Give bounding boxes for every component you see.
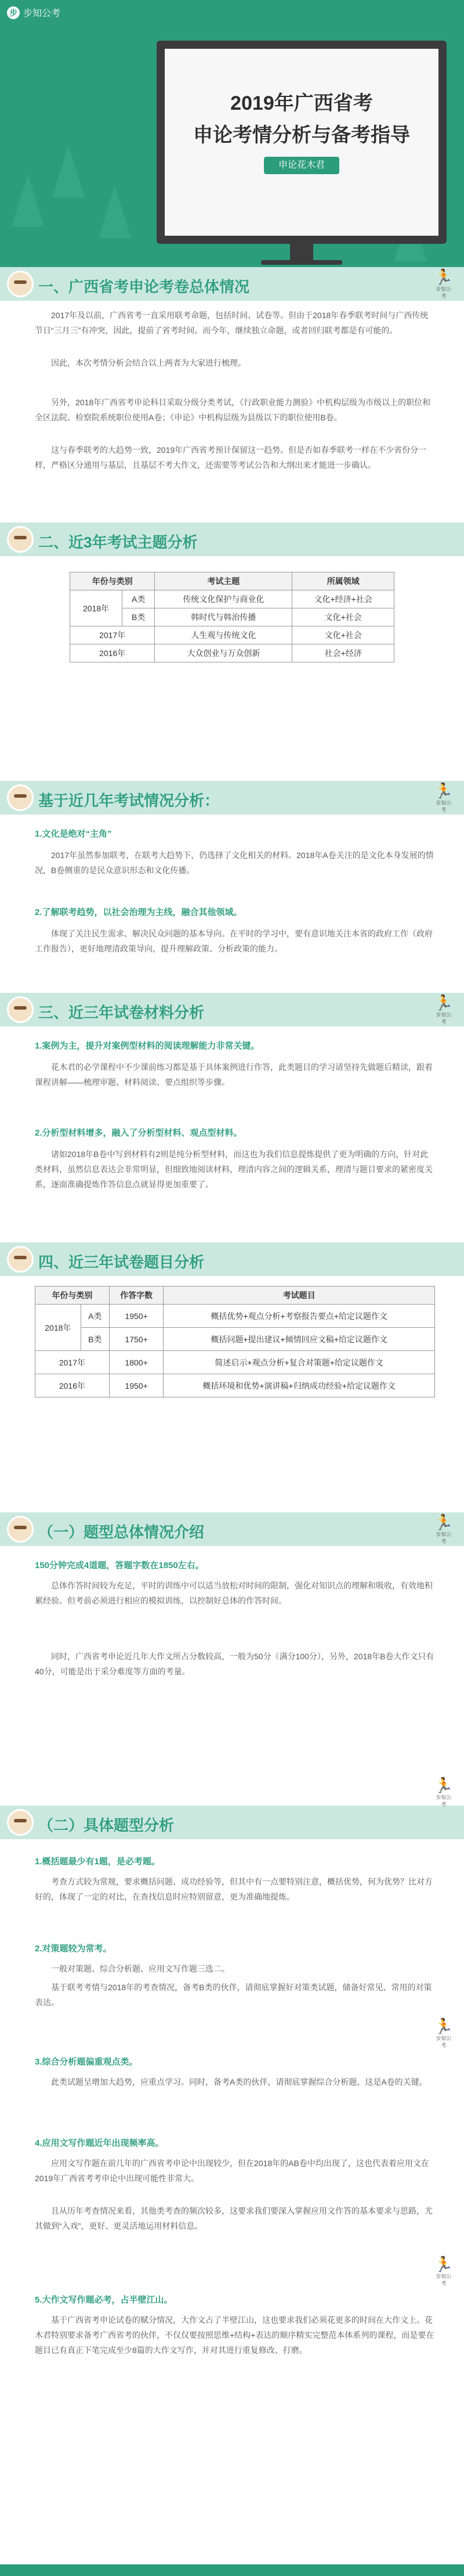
subheading: 2.分析型材料增多，融入了分析型材料、观点型材料。 (35, 1128, 242, 1138)
paragraph: 一般对策题、综合分析题、应用文写作题三选二。 (51, 1964, 230, 1973)
brand-logo-icon: 步 (7, 6, 20, 19)
paragraph: 总体作答时间较为充足，平时的训练中可以适当放松对时间的限制，强化对知识点的理解和吸收，有效地积累经验。但考前必须进行相应的模拟训练，以控制好总体的作答时间。 (35, 1581, 433, 1605)
brand-bar (7, 6, 60, 19)
table-row (35, 1351, 435, 1374)
paragraph: 应用文写作题在前几年的广西省考申论中出现较少，但在2018年的AB卷中均出现了，这也代表着应用文在2019年广西省考考申论中出现可能性非常大。 (35, 2159, 429, 2183)
table-cell: 2018年 (70, 590, 122, 626)
table-cell: 2016年 (35, 1374, 110, 1397)
paragraph: 2017年及以前，广西省考一直采用联考命题，包括时间、试卷等。但由于2018年春季联考时间与广西传统节日“三月三”有冲突，因此，提前了省考时间。而今年，继续独立命题，或者回归联考都是有可能的。 (35, 311, 429, 335)
tree-decoration (12, 174, 44, 226)
tree-decoration (99, 186, 131, 238)
section-header-topics (0, 523, 464, 556)
avatar (7, 996, 34, 1023)
section-title: 三、近三年试卷材料分析 (38, 1004, 205, 1021)
runner-icon: 🏃 步知公考 (434, 2256, 454, 2286)
table-row (70, 590, 394, 608)
table-header: 考试主题 (155, 572, 292, 590)
section-title: （二）具体题型分析 (38, 1817, 175, 1834)
table-cell: 文化+社会 (292, 626, 394, 644)
avatar (7, 1516, 34, 1543)
avatar (7, 526, 34, 553)
footer-strip (0, 2564, 464, 2576)
subheading: 5.大作文写作题必考，占半壁江山。 (35, 2295, 173, 2305)
table-header-row (35, 1287, 435, 1305)
runner-icon: 🏃 步知公考 (434, 1777, 454, 1807)
paragraph: 花木君的必学课程中不少课前练习都是基于具体案例进行作答，此类题目的学习请坚持先做题后精读，跟着课程讲解——梳理审题、材料阅读、要点组织等步骤。 (35, 1062, 433, 1087)
table-cell: 文化+社会 (292, 608, 394, 626)
paragraph: 另外，2018年广西省考申论科目采取分级分类考试，《行政职业能力测验》中机构层级为市级以上的职位和全区法院、检察院系统职位使用A卷；《申论》中机构层级为县级以下的职位使用B卷。 (35, 398, 431, 422)
table-cell: 1950+ (109, 1305, 163, 1328)
table-cell: 文化+经济+社会 (292, 590, 394, 608)
table-cell: 人生观与传统文化 (155, 626, 292, 644)
hero-author-badge: 申论花木君 (264, 157, 339, 174)
table-cell: 2017年 (70, 626, 155, 644)
table-cell: 1950+ (109, 1374, 163, 1397)
table-cell: 大众创业与万众创新 (155, 644, 292, 662)
paragraph: 基于联考考情与2018年的考查情况，备考B类的伙伴，请彻底掌握好对策类试题，储备好常见、常用的对策表达。 (35, 1983, 432, 2007)
table-cell: 概括问题+提出建议+倾情回应文稿+给定议题作文 (164, 1328, 435, 1351)
table-header-row (70, 572, 394, 590)
runner-icon: 🏃 步知公考 (434, 268, 454, 299)
hero-banner (0, 0, 464, 290)
section-header-analysis (0, 781, 464, 815)
hero-title-line2: 申论考情分析与备考指导 (193, 124, 410, 146)
table-cell: A类 (81, 1305, 109, 1328)
paragraph: 因此，本次考情分析会结合以上两者为大家进行梳理。 (51, 358, 246, 368)
paragraph: 基于广西省考申论试卷的赋分情况，大作文占了半壁江山，这也要求我们必须花更多的时间在大作文上。花木君特别要求备考广西省考的伙伴，不仅仅要按照思维+结构+表达的顺序精实完整范本体系列的课程，而是要在题目已有真正下笔完成至少8篇的大作文写作，并对其进行重复修改、打磨。 (35, 2315, 434, 2355)
table-cell: 2017年 (35, 1351, 110, 1374)
table-row (35, 1328, 435, 1351)
avatar (7, 1809, 34, 1836)
runner-icon: 🏃 步知公考 (434, 1514, 454, 1544)
table-cell: 社会+经济 (292, 644, 394, 662)
billboard (157, 41, 447, 244)
table-row (70, 644, 394, 662)
section-header-questions (0, 1242, 464, 1276)
section-header-materials (0, 993, 464, 1026)
subheading: 1.文化是绝对“主角” (35, 829, 112, 839)
topics-table (70, 572, 394, 662)
runner-icon: 🏃 步知公考 (434, 782, 454, 813)
subheading: 1.案例为主，提升对案例型材料的阅读理解能力非常关键。 (35, 1041, 260, 1051)
runner-icon: 🏃 步知公考 (434, 994, 454, 1025)
avatar (7, 1246, 34, 1273)
table-row (35, 1305, 435, 1328)
runner-icon: 🏃 步知公考 (434, 2017, 454, 2048)
table-cell: 1800+ (109, 1351, 163, 1374)
table-cell: 2016年 (70, 644, 155, 662)
table-header: 考试题目 (164, 1287, 435, 1305)
table-cell: 概括优势+观点分析+考察报告要点+给定议题作文 (164, 1305, 435, 1328)
section-title: 一、广西省考申论考卷总体情况 (38, 278, 250, 296)
section-header-overview (0, 267, 464, 301)
paragraph: 体现了关注民生需求、解决民众问题的基本导向。在平时的学习中，要有意识地关注本省的政府工作（政府工作报告），更好地理清政策导向，提升理解政策、分析政策的能力。 (35, 929, 433, 953)
avatar (7, 271, 34, 297)
tree-decoration (52, 145, 85, 197)
paragraph: 此类试题呈增加大趋势，应重点学习。同时，备考A类的伙伴，请彻底掌握综合分析题，这是A卷的关键。 (51, 2077, 427, 2087)
paragraph: 同时，广西省考申论近几年大作文所占分数较高，一般为50分（满分100分），另外，2018年B卷大作文只有40分，可能是出于采分难度等方面的考量。 (35, 1652, 434, 1676)
table-cell: B类 (122, 608, 155, 626)
subheading: 2.对策题较为常考。 (35, 1944, 112, 1954)
subheading: 2.了解联考趋势，以社会治理为主线，融合其他领域。 (35, 907, 242, 917)
paragraph: 这与春季联考的大趋势一致，2019年广西省考预计保留这一趋势。但是否如春季联考一样在不少省份分一样，严格区分通用与基层，且基层不考大作文，还需要等考试公告和大纲出来才能进一步确认。 (35, 445, 427, 470)
section-header-specific-types (0, 1806, 464, 1839)
billboard-stand (290, 244, 313, 261)
billboard-base (261, 260, 342, 265)
avatar (7, 784, 34, 811)
table-header: 年份与类别 (35, 1287, 110, 1305)
table-row (35, 1374, 435, 1397)
table-cell: 概括环境和优势+演讲稿+归纳成功经验+给定议题作文 (164, 1374, 435, 1397)
table-cell: 韩时代与韩治传播 (155, 608, 292, 626)
section-title: 基于近几年考试情况分析： (38, 792, 220, 809)
table-header: 所属领域 (292, 572, 394, 590)
subheading: 1.概括题最少有1题，是必考题。 (35, 1857, 160, 1867)
subheading: 3.综合分析题偏重观点类。 (35, 2057, 138, 2067)
table-header: 年份与类别 (70, 572, 155, 590)
paragraph: 2017年虽然参加联考，在联考大趋势下，仍选择了文化相关的材料。2018年A卷关注的是文化本身发展的情况，B卷侧重的是民众意识形态和文化传播。 (35, 851, 434, 875)
subheading: 150分钟完成4道题，答题字数在1850左右。 (35, 1561, 204, 1570)
table-cell: A类 (122, 590, 155, 608)
table-cell: 传统文化保护与商业化 (155, 590, 292, 608)
table-header: 作答字数 (109, 1287, 163, 1305)
hero-title-line1: 2019年广西省考 (230, 92, 373, 114)
paragraph: 诸如2018年B卷中写到材料有2则是纯分析型材料，而这也为我们信息提炼提供了更为明确的方向，针对此类材料，虽然信息表达会非常明显，但细致地阅读材料，理清内容之间的逻辑关系，理清与题目要求的紧密度关系，逐面准确提炼作答信息点就显得更加重要了。 (35, 1150, 433, 1189)
section-title: 二、近3年考试主题分析 (38, 534, 198, 551)
subheading: 4.应用文写作题近年出现频率高。 (35, 2138, 164, 2148)
questions-table (35, 1286, 435, 1397)
table-row (70, 626, 394, 644)
section-title: 四、近三年试卷题目分析 (38, 1253, 205, 1271)
brand-name: 步知公考 (23, 9, 61, 19)
section-title: （一）题型总体情况介绍 (38, 1523, 205, 1541)
section-header-overview-types (0, 1512, 464, 1546)
paragraph: 且从历年考查情况来看，其他类考查的频次较多，这要求我们要深入掌握应用文作答的基本要求与思路，尤其做到“入戏”，更好、更灵活地运用材料信息。 (35, 2206, 433, 2231)
table-cell: 1750+ (109, 1328, 163, 1351)
table-cell: 2018年 (35, 1305, 81, 1351)
table-cell: B类 (81, 1328, 109, 1351)
table-cell: 简述启示+观点分析+复合对策题+给定议题作文 (164, 1351, 435, 1374)
paragraph: 考查方式较为常规，要求概括问题、成功经验等，但其中有一点要特别注意，概括优势，何为优势？比对方好的，体现了一定的对比，在查找信息时应特别留意，更为准确地提炼。 (35, 1877, 433, 1901)
